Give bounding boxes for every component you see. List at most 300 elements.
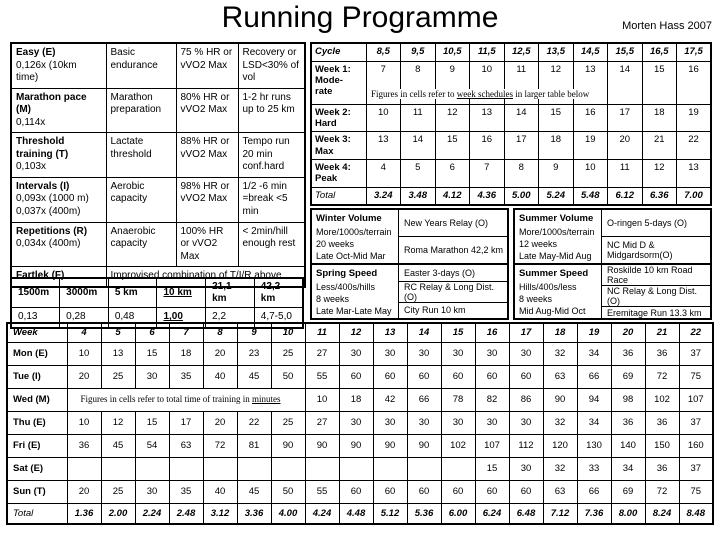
cycle-column-header: 9,5 <box>401 43 436 61</box>
week-cell: 150 <box>645 434 679 457</box>
week-cell <box>271 457 305 480</box>
week-cell: 30 <box>441 342 475 365</box>
week-cell: 27 <box>305 342 339 365</box>
week-cell: 60 <box>407 480 441 503</box>
cycle-cell: 6.36 <box>642 187 677 205</box>
week-row-label: Fri (E) <box>7 434 67 457</box>
week-row-label: Sat (E) <box>7 457 67 480</box>
pace-distance-header: 3000m <box>60 278 109 308</box>
week-cell: 33 <box>577 457 611 480</box>
pace-value-cell: 0,28 <box>60 308 109 328</box>
cycle-cell: 3.48 <box>401 187 436 205</box>
season-panel <box>513 208 712 264</box>
season-races <box>398 210 507 263</box>
cycle-cell: 18 <box>539 132 574 160</box>
week-row-label: Tue (I) <box>7 365 67 388</box>
training-name-cell <box>11 133 106 178</box>
cycle-cell: 19 <box>573 132 608 160</box>
training-cell: Basic endurance <box>106 43 176 88</box>
week-cell: 34 <box>577 342 611 365</box>
season-race: Eremitage Run 13.3 km <box>602 306 710 318</box>
week-cell: 2.24 <box>135 503 169 524</box>
week-column-header: 11 <box>305 323 339 342</box>
week-cell: 30 <box>373 342 407 365</box>
cycle-row-label: Total <box>311 187 366 205</box>
week-cell: 90 <box>407 434 441 457</box>
week-cell: 30 <box>135 480 169 503</box>
week-cell: 60 <box>373 365 407 388</box>
week-cell: 25 <box>101 365 135 388</box>
week-row <box>7 388 713 411</box>
week-cell: 30 <box>475 342 509 365</box>
week-cell: 94 <box>577 388 611 411</box>
week-row <box>7 480 713 503</box>
training-cell: Marathon preparation <box>106 88 176 133</box>
week-note-text: Figures in cells refer to total time of training in <box>80 394 252 405</box>
week-cell: 30 <box>509 457 543 480</box>
week-row-label: Sun (T) <box>7 480 67 503</box>
week-cell: 81 <box>237 434 271 457</box>
training-types-grid <box>10 42 306 288</box>
week-cell: 34 <box>611 457 645 480</box>
week-cell: 35 <box>169 480 203 503</box>
week-cell: 102 <box>645 388 679 411</box>
pace-value-cell: 0,48 <box>108 308 157 328</box>
week-row-label: Thu (E) <box>7 411 67 434</box>
week-cell <box>237 457 271 480</box>
week-cell: 6.24 <box>475 503 509 524</box>
training-name: Repetitions (R) <box>16 225 88 237</box>
week-cell: 140 <box>611 434 645 457</box>
week-cell: 30 <box>407 342 441 365</box>
season-title: Summer Volume <box>519 213 594 224</box>
season-desc-line: Mid Aug-Mid Oct <box>519 306 586 317</box>
pace-distance-header: 1500m <box>11 278 60 308</box>
week-column-header: 18 <box>543 323 577 342</box>
cycle-row-label: Week 2: Hard <box>311 104 366 132</box>
cycle-cell: 22 <box>677 132 712 160</box>
pace-distance-header: 42,2 km <box>254 278 303 308</box>
week-column-header: 16 <box>475 323 509 342</box>
pace-value-cell: 0,13 <box>11 308 60 328</box>
season-race: RC Relay & Long Dist.(O) <box>399 281 507 302</box>
week-cell: 7.36 <box>577 503 611 524</box>
week-cell: 10 <box>67 411 101 434</box>
week-column-header: 4 <box>67 323 101 342</box>
week-column-header: 22 <box>679 323 713 342</box>
week-cell: 30 <box>441 411 475 434</box>
week-column-header: 19 <box>577 323 611 342</box>
week-cell: 4.00 <box>271 503 305 524</box>
season-race: O-ringen 5-days (O) <box>607 218 688 228</box>
week-cell: 3.12 <box>203 503 237 524</box>
week-cell: 37 <box>679 342 713 365</box>
cycle-cell: 11 <box>504 61 539 104</box>
training-name-cell <box>11 222 106 267</box>
training-cell: 98% HR or vVO2 Max <box>176 177 238 222</box>
week-cell: 25 <box>271 342 305 365</box>
week-cell: 90 <box>305 434 339 457</box>
week-cell: 60 <box>441 365 475 388</box>
week-column-header: 13 <box>373 323 407 342</box>
week-cell: 32 <box>543 411 577 434</box>
race-pace-table <box>10 277 304 329</box>
season-label <box>515 210 601 263</box>
cycle-row-label: Week 3: Max <box>311 132 366 160</box>
week-cell: 60 <box>339 480 373 503</box>
cycle-cell: 11 <box>608 160 643 188</box>
week-row <box>7 365 713 388</box>
week-column-header: 9 <box>237 323 271 342</box>
week-cell: 30 <box>407 411 441 434</box>
week-row-label: Mon (E) <box>7 342 67 365</box>
season-race: NC Mid D & Midgardsorm(O) <box>602 236 710 263</box>
week-cell: 86 <box>509 388 543 411</box>
week-row <box>7 457 713 480</box>
cycle-column-header: 14,5 <box>573 43 608 61</box>
week-cell: 60 <box>373 480 407 503</box>
training-name: Fartlek (F) <box>16 270 65 281</box>
pace-value-cell: 4,7-5,0 <box>254 308 303 328</box>
week-cell: 17 <box>169 411 203 434</box>
week-cell: 60 <box>441 480 475 503</box>
training-cell: Recovery or LSD<30% of vol <box>238 43 305 88</box>
cycle-row <box>311 104 711 132</box>
week-cell: 98 <box>611 388 645 411</box>
training-name: Marathon pace (M) <box>16 91 87 115</box>
cycle-cell: 19 <box>677 104 712 132</box>
weekly-schedule-grid <box>6 322 714 525</box>
cycle-cell: 10 <box>366 104 401 132</box>
week-cell: 37 <box>679 411 713 434</box>
week-cell: 72 <box>203 434 237 457</box>
training-cell: 88% HR or vVO2 Max <box>176 133 238 178</box>
week-row-label: Total <box>7 503 67 524</box>
week-cell: 20 <box>67 480 101 503</box>
week-cell <box>441 457 475 480</box>
week-cell: 2.00 <box>101 503 135 524</box>
week-cell: 82 <box>475 388 509 411</box>
cycle-cell: 16 <box>677 61 712 104</box>
week-cell: 8.24 <box>645 503 679 524</box>
season-races <box>398 265 507 318</box>
week-cell: 54 <box>135 434 169 457</box>
season-desc-line: 12 weeks <box>519 238 558 249</box>
cycle-cell: 16 <box>573 104 608 132</box>
week-cell: 40 <box>203 365 237 388</box>
season-label <box>312 265 398 318</box>
week-row <box>7 434 713 457</box>
training-cell: 100% HR or vVO2 Max <box>176 222 238 267</box>
week-cell: 15 <box>135 342 169 365</box>
cycle-column-header: 8,5 <box>366 43 401 61</box>
training-name-cell <box>11 43 106 88</box>
cycle-cell: 13 <box>573 61 608 104</box>
week-cell: 55 <box>305 480 339 503</box>
week-cell: 75 <box>679 365 713 388</box>
cycle-cell: 14 <box>504 104 539 132</box>
week-cell: 45 <box>237 365 271 388</box>
training-span-cell: Improvised combination of T/I/R above <box>106 267 305 287</box>
week-cell: 30 <box>475 411 509 434</box>
cycle-note-underlined: week schedules <box>456 89 513 99</box>
week-cell: 13 <box>101 342 135 365</box>
cycle-column-header: 15,5 <box>608 43 643 61</box>
pace-value-cell: 2,2 <box>206 308 255 328</box>
week-cell: 120 <box>543 434 577 457</box>
page-title: Running Programme <box>221 1 499 34</box>
week-cell: 2.48 <box>169 503 203 524</box>
week-cell: 63 <box>169 434 203 457</box>
week-cell: 34 <box>577 411 611 434</box>
cycle-note-text: in larger table below <box>512 89 590 99</box>
week-cell: 60 <box>475 365 509 388</box>
season-title: Winter Volume <box>316 213 382 224</box>
week-cell: 30 <box>135 365 169 388</box>
season-plan-grid <box>310 208 712 320</box>
pace-distance-header: 21,1 km <box>206 278 255 308</box>
week-cell: 40 <box>203 480 237 503</box>
week-cell: 30 <box>509 342 543 365</box>
season-desc-line: More/1000s/terrain <box>316 226 392 237</box>
week-cell: 6.48 <box>509 503 543 524</box>
week-header-row <box>7 323 713 342</box>
week-cell <box>169 457 203 480</box>
cycle-cell: 5.24 <box>539 187 574 205</box>
cycle-cell: 12 <box>642 160 677 188</box>
season-title: Summer Speed <box>519 268 589 279</box>
week-cell: 36 <box>67 434 101 457</box>
week-cell <box>305 457 339 480</box>
week-cell: 20 <box>67 365 101 388</box>
week-cell: 3.36 <box>237 503 271 524</box>
training-name: Intervals (I) <box>16 180 70 192</box>
training-sub: 0,114x <box>16 116 46 128</box>
training-cell: Aerobic capacity <box>106 177 176 222</box>
training-sub: 0,093x (1000 m) <box>16 193 89 204</box>
week-cell: 32 <box>543 457 577 480</box>
week-cell: 30 <box>373 411 407 434</box>
cycle-column-header: 11,5 <box>470 43 505 61</box>
cycle-cell: 8 <box>401 61 436 104</box>
training-cell: 75 % HR or vVO2 Max <box>176 43 238 88</box>
week-row-label: Wed (M) <box>7 388 67 411</box>
cycle-cell: 16 <box>470 132 505 160</box>
cycle-cell: 6 <box>435 160 470 188</box>
week-cell: 20 <box>203 342 237 365</box>
week-cell: 36 <box>645 411 679 434</box>
week-cell: 36 <box>645 457 679 480</box>
cycle-table <box>310 42 712 206</box>
training-row <box>11 222 305 267</box>
week-cell: 4.24 <box>305 503 339 524</box>
week-cell: 90 <box>373 434 407 457</box>
cycle-cell: 9 <box>539 160 574 188</box>
season-desc-line: 20 weeks <box>316 238 355 249</box>
training-cell: 1/2 -6 min =break <5 min <box>238 177 305 222</box>
week-cell <box>339 457 373 480</box>
season-panel <box>513 264 712 320</box>
cycle-cell: 20 <box>608 132 643 160</box>
week-cell: 107 <box>679 388 713 411</box>
week-cell: 90 <box>271 434 305 457</box>
cycle-cell: 7 <box>470 160 505 188</box>
week-cell: 6.00 <box>441 503 475 524</box>
cycle-cell: 15 <box>435 132 470 160</box>
pace-header-row <box>11 278 303 308</box>
pace-distance-header: 5 km <box>108 278 157 308</box>
training-name-cell <box>11 177 106 222</box>
season-desc-line: Late Oct-Mid Mar <box>316 251 386 262</box>
cycle-column-header: 17,5 <box>677 43 712 61</box>
week-cell: 18 <box>169 342 203 365</box>
cycle-column-header: 13,5 <box>539 43 574 61</box>
week-cell: 90 <box>339 434 373 457</box>
week-cell: 8.00 <box>611 503 645 524</box>
cycle-note <box>368 89 592 99</box>
cycle-cell: 9 <box>435 61 470 104</box>
season-race: Easter 3-days (O) <box>404 267 476 278</box>
cycle-cell: 21 <box>642 132 677 160</box>
week-cell: 32 <box>543 342 577 365</box>
week-cell: 69 <box>611 365 645 388</box>
week-cell <box>67 457 101 480</box>
week-cell: 160 <box>679 434 713 457</box>
cycle-column-header: 12,5 <box>504 43 539 61</box>
week-cell: 102 <box>441 434 475 457</box>
week-cell: 36 <box>611 342 645 365</box>
training-cell: < 2min/hill enough rest <box>238 222 305 267</box>
pace-distance-header: 10 km <box>157 278 206 308</box>
week-cell <box>203 457 237 480</box>
season-desc-line: 8 weeks <box>316 293 350 304</box>
training-sub: 0,126x (10km time) <box>16 59 77 83</box>
week-column-header: 17 <box>509 323 543 342</box>
cycle-cell: 5.48 <box>573 187 608 205</box>
season-race: Roma Marathon 42,2 km <box>399 236 507 263</box>
week-cell: 107 <box>475 434 509 457</box>
week-column-header: 20 <box>611 323 645 342</box>
weekly-schedule-table <box>6 322 714 525</box>
week-cell: 20 <box>203 411 237 434</box>
season-desc-line: 8 weeks <box>519 293 553 304</box>
training-types-table <box>10 42 306 288</box>
week-cell: 7.12 <box>543 503 577 524</box>
cycle-cell: 8 <box>504 160 539 188</box>
week-cell <box>373 457 407 480</box>
week-cell: 4.48 <box>339 503 373 524</box>
season-panel <box>310 264 509 320</box>
week-cell: 30 <box>339 342 373 365</box>
cycle-cell: 12 <box>539 61 574 104</box>
week-cell: 60 <box>407 365 441 388</box>
cycle-cell: 7.00 <box>677 187 712 205</box>
training-row <box>11 43 305 88</box>
week-note-underlined: minutes <box>251 394 281 405</box>
cycle-cell: 10 <box>573 160 608 188</box>
cycle-cell: 10 <box>470 61 505 104</box>
week-cell: 22 <box>237 411 271 434</box>
week-row <box>7 342 713 365</box>
cycle-header-row <box>311 43 711 61</box>
week-cell: 60 <box>509 365 543 388</box>
week-cell: 25 <box>271 411 305 434</box>
week-cell: 130 <box>577 434 611 457</box>
training-name-cell <box>11 88 106 133</box>
week-column-header: 8 <box>203 323 237 342</box>
training-row <box>11 88 305 133</box>
cycle-cell: 18 <box>642 104 677 132</box>
week-cell: 72 <box>645 480 679 503</box>
week-cell: 66 <box>407 388 441 411</box>
week-cell: 60 <box>509 480 543 503</box>
season-race: New Years Relay (O) <box>404 218 489 228</box>
cycle-column-header: 10,5 <box>435 43 470 61</box>
week-note-cell <box>67 388 305 411</box>
cycle-cell: 5.00 <box>504 187 539 205</box>
season-desc-line: Late May-Mid Aug <box>519 251 592 262</box>
training-sub: 0,034x (400m) <box>16 238 81 249</box>
week-cell: 15 <box>475 457 509 480</box>
cycle-row-label: Week 4: Peak <box>311 160 366 188</box>
week-cell: 66 <box>577 480 611 503</box>
week-cell: 5.12 <box>373 503 407 524</box>
week-cell: 42 <box>373 388 407 411</box>
cycle-cell: 14 <box>608 61 643 104</box>
week-row <box>7 411 713 434</box>
cycle-row <box>311 187 711 205</box>
week-column-header: 12 <box>339 323 373 342</box>
training-sub: 0,037x (400m) <box>16 205 81 217</box>
week-cell: 35 <box>169 365 203 388</box>
cycle-corner-header: Cycle <box>311 43 366 61</box>
week-row <box>7 503 713 524</box>
season-races <box>601 210 710 263</box>
week-cell: 1.36 <box>67 503 101 524</box>
season-race: NC Relay & Long Dist. (O) <box>602 285 710 306</box>
cycle-row-label: Week 1: Mode- rate <box>311 61 366 104</box>
cycle-cell: 13 <box>677 160 712 188</box>
season-desc-line: More/1000s/terrain <box>519 226 595 237</box>
week-column-header: 14 <box>407 323 441 342</box>
training-row <box>11 133 305 178</box>
training-cell: 80% HR or vVO2 Max <box>176 88 238 133</box>
week-cell: 60 <box>339 365 373 388</box>
training-row <box>11 177 305 222</box>
cycle-cell: 17 <box>608 104 643 132</box>
cycle-cell: 12 <box>435 104 470 132</box>
week-cell: 78 <box>441 388 475 411</box>
cycle-row <box>311 132 711 160</box>
cycle-cell: 15 <box>642 61 677 104</box>
season-race: Roskilde 10 km Road Race <box>607 265 693 285</box>
training-cell: Lactate threshold <box>106 133 176 178</box>
cycle-cell: 5 <box>401 160 436 188</box>
season-desc-line: Late Mar-Late May <box>316 306 392 317</box>
training-cell: Anaerobic capacity <box>106 222 176 267</box>
cycle-cell: 4.12 <box>435 187 470 205</box>
week-cell <box>135 457 169 480</box>
week-column-header: 15 <box>441 323 475 342</box>
week-cell: 60 <box>475 480 509 503</box>
week-cell: 69 <box>611 480 645 503</box>
week-cell: 36 <box>645 342 679 365</box>
training-cell: 1-2 hr runs up to 25 km <box>238 88 305 133</box>
training-cell: Tempo run 20 min conf.hard <box>238 133 305 178</box>
week-cell: 30 <box>509 411 543 434</box>
week-cell <box>407 457 441 480</box>
cycle-grid <box>310 42 712 206</box>
